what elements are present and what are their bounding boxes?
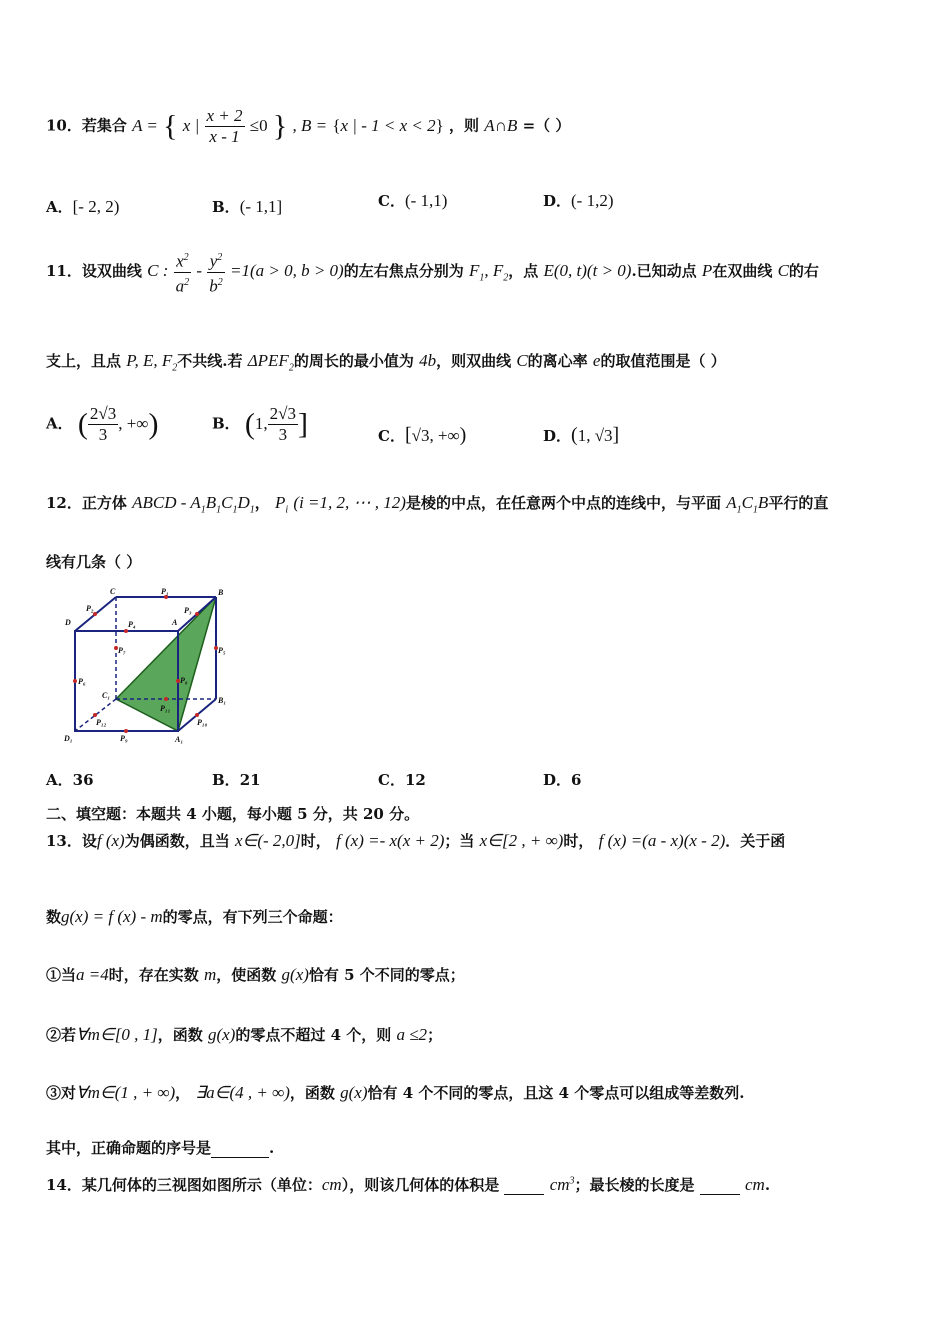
label-p7: P₇ bbox=[118, 646, 126, 655]
label-c1: C₁ bbox=[102, 691, 111, 700]
q12-option-d[interactable]: D．6 bbox=[543, 771, 582, 789]
q13-statement-3: ③对∀m∈(1 , + ∞)， ∃a∈(4 , + ∞)，函数 g(x)恰有 4 个不同的零点，且这 4 个零点可以组成等差数列. bbox=[46, 1083, 745, 1102]
label-a1: A₁ bbox=[175, 735, 184, 744]
q11-option-c[interactable]: C．[√3, +∞) bbox=[378, 424, 467, 446]
label-p1: P₁ bbox=[161, 587, 169, 596]
label-p5: P₅ bbox=[218, 646, 226, 655]
section-2-heading: 二、填空题：本题共 4 小题，每小题 5 分，共 20 分。 bbox=[46, 805, 420, 823]
label-p12: P₁₂ bbox=[96, 718, 107, 727]
label-p11: P₁₁ bbox=[160, 704, 171, 713]
q10-fraction: $\frac{x + 2}{x - 1}$ bbox=[206, 106, 243, 146]
q12-option-b[interactable]: B．21 bbox=[212, 771, 261, 789]
q13-question: 其中，正确命题的序号是 . bbox=[46, 1139, 275, 1157]
q11-stem-line1: 11．设双曲线 C : $\frac{x^2}{a^2}$ - $\frac{y^2}{b^2}$ =1(a > 0, b > 0)的左右焦点分别为 $F_1$, $F_2$，点 E(0, t)(t > 0).已知动点 P在双曲线 C的右 bbox=[46, 248, 819, 296]
q11-option-a[interactable]: A． ( $\frac{2√3}{3}$ , +∞) bbox=[46, 404, 159, 444]
q13-stem-line1: 13．设f (x)为偶函数，且当 x∈(- 2,0]时， f (x) =- x(x + 2)；当 x∈[2 , + ∞)时， f (x) =(a - x)(x - 2)．关于函 bbox=[46, 831, 786, 850]
cube-figure bbox=[60, 585, 240, 745]
label-p4: P₄ bbox=[128, 620, 136, 629]
q12-stem-line2: 线有几条（ ） bbox=[46, 553, 142, 571]
label-p10: P₁₀ bbox=[197, 718, 208, 727]
q11-option-d[interactable]: D．(1, √3] bbox=[543, 424, 620, 446]
q13-stem-line2: 数g(x) = f (x) - m的零点，有下列三个命题： bbox=[46, 907, 343, 926]
q10-option-c[interactable]: C．(- 1,1) bbox=[378, 191, 448, 210]
label-p3: P₃ bbox=[184, 606, 192, 615]
q12-option-c[interactable]: C．12 bbox=[378, 771, 426, 789]
label-a: A bbox=[172, 618, 178, 627]
q10-stem: 10．若集合 A = { x | $\frac{x + 2}{x - 1}$ ≤0 } , B = {x | - 1 < x < 2} ，则 A∩B =（ ） bbox=[46, 106, 571, 146]
q11-option-b[interactable]: B． (1, $\frac{2√3}{3}$ ] bbox=[212, 404, 309, 444]
q10-option-b[interactable]: B．(- 1,1] bbox=[212, 197, 283, 216]
label-b1: B₁ bbox=[218, 696, 227, 705]
label-p8: P₈ bbox=[180, 676, 188, 685]
label-d1: D₁ bbox=[64, 734, 73, 743]
label-d: D bbox=[65, 618, 71, 627]
q14-volume-blank[interactable] bbox=[504, 1176, 544, 1195]
q10-option-d[interactable]: D．(- 1,2) bbox=[543, 191, 614, 210]
q13-answer-blank[interactable] bbox=[211, 1139, 269, 1158]
label-c: C bbox=[110, 587, 116, 596]
q11-stem-line2: 支上，且点 P, E, $F_2$不共线.若 $\Delta PEF_2$的周长的最小值为 4b，则双曲线 C的离心率 e的取值范围是（ ） bbox=[46, 351, 726, 374]
q13-statement-1: ①当a =4时，存在实数 m，使函数 g(x)恰有 5 个不同的零点； bbox=[46, 965, 465, 984]
q14-stem: 14．某几何体的三视图如图所示（单位：cm），则该几何体的体积是 $cm^3$；最长棱的长度是 cm. bbox=[46, 1175, 771, 1194]
q12-stem-line1: 12．正方体 ABCD - $A_1B_1C_1D_1$， $P_i$ (i =1, 2, ⋯ , 12)是棱的中点，在任意两个中点的连线中，与平面 $A_1C_1B$平行的直 bbox=[46, 493, 829, 516]
label-p2: P₂ bbox=[86, 604, 94, 613]
label-p6: P₆ bbox=[78, 677, 86, 686]
label-p9: P₉ bbox=[120, 734, 128, 743]
q10-option-a[interactable]: A．[- 2, 2) bbox=[46, 197, 120, 216]
q14-edge-blank[interactable] bbox=[700, 1176, 740, 1195]
q12-option-a[interactable]: A．36 bbox=[46, 771, 94, 789]
q13-statement-2: ②若∀m∈[0 , 1]，函数 g(x)的零点不超过 4 个，则 a ≤2； bbox=[46, 1025, 443, 1044]
label-b: B bbox=[218, 588, 224, 597]
